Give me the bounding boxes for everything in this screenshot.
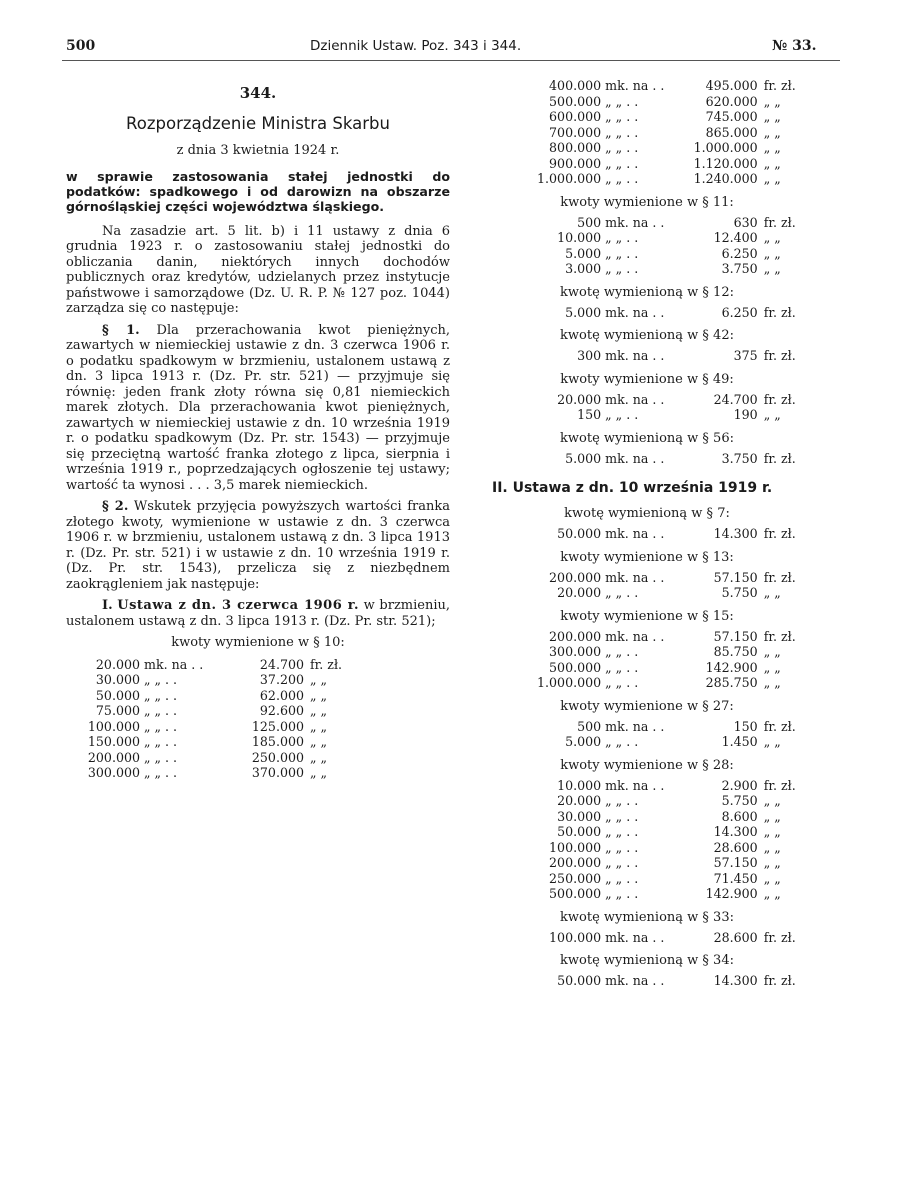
amount-mk: 300.000	[549, 644, 602, 659]
table-row	[66, 719, 450, 735]
amount-fr: 8.600	[721, 808, 758, 824]
amount-mk: 200.000	[87, 749, 140, 765]
part-1-title: Ustawa z dn. 3 czerwca 1906 r.	[117, 598, 359, 613]
unit-mk: „ „ . .	[605, 870, 639, 886]
amount-fr: 62.000	[259, 687, 304, 703]
intro-paragraph: Na zasadzie art. 5 lit. b) i 11 ustawy z dnia 6 grudnia 1923 r. o zastosowaniu stałej jednostki do obliczania danin, niektórych innych dochodów publicznych oraz kredytów, udzielanych przez instytucje państwowe i samorządowe (Dz. U. R. P. № 127 poz. 1044) zarządza się co następuje:	[66, 223, 450, 316]
amount-fr: 370.000	[251, 765, 304, 780]
amount-mk: 500.000	[549, 93, 602, 109]
table-row	[494, 407, 800, 423]
unit-fr: „ „	[310, 718, 328, 734]
table-row	[494, 719, 800, 735]
s13-table	[494, 570, 800, 601]
part-1	[66, 598, 450, 629]
table-row	[494, 734, 800, 750]
unit-mk: „ „ . .	[605, 855, 639, 870]
unit-mk: mk. na . .	[605, 569, 665, 585]
amount-mk: 30.000	[95, 672, 140, 687]
s27-table	[494, 719, 800, 750]
amount-fr: 5.750	[721, 793, 758, 808]
table-row	[494, 78, 800, 94]
unit-mk: mk. na . .	[605, 450, 665, 466]
unit-mk: „ „ . .	[144, 734, 178, 749]
unit-mk: „ „ . .	[605, 124, 639, 140]
amount-mk: 3.000	[565, 261, 602, 276]
amount-mk: 75.000	[95, 703, 140, 718]
issue-number: № 33.	[772, 38, 817, 54]
amount-mk: 250.000	[549, 870, 602, 886]
amount-fr: 5.750	[721, 585, 758, 600]
table-row	[494, 629, 800, 645]
unit-fr: „ „	[763, 808, 781, 824]
unit-mk: mk. na . .	[605, 214, 665, 230]
unit-mk: „ „ . .	[605, 644, 639, 659]
amount-mk: 5.000	[565, 245, 602, 261]
amount-mk: 10.000	[557, 777, 602, 793]
table-row	[494, 644, 800, 660]
unit-mk: „ „ . .	[605, 109, 639, 124]
table-row	[494, 392, 800, 408]
amount-mk: 150	[577, 407, 602, 422]
amount-fr: 28.600	[713, 839, 758, 855]
unit-mk: „ „ . .	[605, 793, 639, 808]
unit-mk: „ „ . .	[605, 585, 639, 600]
table-row	[66, 703, 450, 719]
unit-fr: fr. zł.	[763, 391, 796, 407]
amount-mk: 10.000	[557, 230, 602, 245]
amount-mk: 500.000	[549, 886, 602, 901]
unit-mk: mk. na . .	[605, 929, 665, 945]
unit-fr: „ „	[763, 109, 781, 124]
amount-fr: 57.150	[713, 855, 758, 870]
unit-fr: „ „	[763, 140, 781, 155]
amount-mk: 20.000	[557, 391, 602, 407]
unit-fr: fr. zł.	[763, 718, 796, 734]
amount-mk: 50.000	[557, 824, 602, 839]
table-row	[494, 230, 800, 246]
header-rule	[62, 60, 840, 61]
amount-fr: 1.240.000	[693, 171, 758, 186]
s12-table	[494, 305, 800, 321]
table-row	[494, 871, 800, 887]
article-subject: w sprawie zastosowania stałej jednostki do podatków: spadkowego i od darowizn na obszarze górnośląskiej części województwa śląskiego.	[66, 168, 450, 214]
unit-fr: „ „	[763, 124, 781, 140]
table-row	[494, 215, 800, 231]
table-row	[494, 973, 800, 989]
part-1-text: w brzmieniu, ustalonem ustawą z dn. 3 lipca 1913 r. (Dz. Pr. str. 521);	[66, 598, 451, 629]
table-row	[494, 526, 800, 542]
unit-fr: „ „	[310, 672, 328, 687]
unit-mk: „ „ . .	[144, 672, 178, 687]
s33-label: kwotę wymienioną w § 33:	[560, 909, 734, 925]
amount-fr: 285.750	[705, 675, 758, 690]
table-row	[494, 246, 800, 262]
amount-fr: 745.000	[705, 109, 758, 124]
unit-mk: mk. na . .	[605, 777, 665, 793]
unit-mk: „ „ . .	[605, 734, 639, 749]
table-row	[66, 672, 450, 688]
unit-mk: „ „ . .	[605, 155, 639, 171]
s28-table	[494, 778, 800, 902]
journal-title: Dziennik Ustaw. Poz. 343 i 344.	[310, 38, 522, 54]
amount-mk: 200.000	[549, 855, 602, 870]
s56-label: kwotę wymienioną w § 56:	[560, 430, 734, 446]
unit-fr: „ „	[763, 93, 781, 109]
unit-mk: „ „ . .	[605, 808, 639, 824]
unit-fr: „ „	[310, 687, 328, 703]
unit-mk: mk. na . .	[605, 628, 665, 644]
unit-fr: „ „	[763, 407, 781, 422]
unit-mk: „ „ . .	[605, 659, 639, 675]
table-row	[494, 125, 800, 141]
unit-mk: mk. na . .	[605, 718, 665, 734]
unit-fr: „ „	[763, 855, 781, 870]
s10-continued-table	[494, 78, 800, 187]
amount-mk: 900.000	[549, 155, 602, 171]
table-row	[66, 734, 450, 750]
amount-fr: 630	[733, 214, 758, 230]
unit-fr: fr. zł.	[310, 656, 343, 672]
s42-table	[494, 348, 800, 364]
amount-fr: 3.750	[721, 261, 758, 276]
table-row	[66, 657, 450, 673]
amount-mk: 500.000	[549, 659, 602, 675]
table-row	[494, 793, 800, 809]
s15-label: kwoty wymienione w § 15:	[560, 608, 734, 624]
amount-mk: 100.000	[87, 718, 140, 734]
amount-fr: 1.000.000	[693, 140, 758, 155]
unit-fr: fr. zł.	[763, 628, 796, 644]
table-row	[494, 261, 800, 277]
unit-fr: „ „	[310, 765, 328, 780]
unit-fr: „ „	[763, 245, 781, 261]
amount-fr: 190	[733, 407, 758, 422]
amount-fr: 375	[733, 348, 758, 363]
amount-mk: 500	[577, 214, 602, 230]
unit-mk: „ „ . .	[605, 230, 639, 245]
s49-label: kwoty wymienione w § 49:	[560, 371, 734, 387]
part-1-label: I.	[102, 598, 113, 613]
s42-label: kwotę wymienioną w § 42:	[560, 328, 734, 343]
s33-table	[494, 930, 800, 946]
amount-mk: 100.000	[549, 929, 602, 945]
amount-fr: 28.600	[713, 929, 758, 945]
amount-mk: 5.000	[565, 304, 602, 320]
unit-mk: „ „ . .	[144, 749, 178, 765]
amount-mk: 150.000	[87, 734, 140, 749]
amount-fr: 1.120.000	[693, 155, 758, 171]
unit-fr: fr. zł.	[763, 304, 796, 320]
amount-fr: 250.000	[251, 749, 304, 765]
unit-fr: „ „	[763, 155, 781, 171]
amount-mk: 50.000	[95, 687, 140, 703]
unit-mk: mk. na . .	[605, 526, 665, 541]
section-1-text: Dla przerachowania kwot pieniężnych, zawartych w niemieckiej ustawie z dn. 3 czerwca 1906 r. o podatku spadkowym w brzmieniu, ustalonem ustawą z dn. 3 lipca 1913 r. (Dz. Pr. str. 521) — przyjmuje się równię: jeden frank złoty równa się 0,81 niemieckich marek złotych. Dla przerachowania kwot pieniężnych, zawartych w niemieckiej ustawie z dn. 10 września 1919 r. o podatku spadkowym (Dz. Pr. str. 1543) — przyjmuje się przeciętną wartość franka złotego z lipca, sierpnia i września 1919 r., poprzedzających ogłoszenie tej ustawy; wartość ta wynosi . . . 3,5 marek niemieckich.	[66, 322, 451, 493]
table-row	[494, 140, 800, 156]
unit-fr: „ „	[763, 734, 781, 749]
amount-fr: 865.000	[705, 124, 758, 140]
s10-table	[66, 657, 450, 781]
amount-mk: 200.000	[549, 628, 602, 644]
unit-fr: „ „	[763, 644, 781, 659]
unit-fr: „ „	[310, 734, 328, 749]
unit-mk: „ „ . .	[605, 140, 639, 155]
unit-mk: „ „ . .	[605, 93, 639, 109]
unit-fr: „ „	[763, 675, 781, 690]
amount-fr: 142.900	[705, 886, 758, 901]
s11-table	[494, 215, 800, 277]
table-row	[494, 840, 800, 856]
amount-fr: 6.250	[721, 245, 758, 261]
amount-mk: 5.000	[565, 734, 602, 749]
amount-mk: 200.000	[549, 569, 602, 585]
unit-mk: „ „ . .	[144, 765, 178, 780]
table-row	[494, 855, 800, 871]
table-row	[494, 570, 800, 586]
amount-fr: 14.300	[713, 973, 758, 988]
amount-mk: 1.000.000	[537, 675, 602, 690]
amount-fr: 37.200	[259, 672, 304, 687]
s10-label: kwoty wymienione w § 10:	[171, 635, 345, 650]
table-row	[494, 305, 800, 321]
unit-mk: „ „ . .	[605, 261, 639, 276]
table-row	[494, 156, 800, 172]
amount-fr: 125.000	[251, 718, 304, 734]
amount-fr: 1.450	[721, 734, 758, 749]
unit-mk: „ „ . .	[605, 245, 639, 261]
table-row	[494, 348, 800, 364]
unit-fr: „ „	[763, 659, 781, 675]
unit-fr: „ „	[763, 261, 781, 276]
amount-fr: 24.700	[713, 391, 758, 407]
amount-fr: 150	[733, 718, 758, 734]
unit-fr: „ „	[763, 839, 781, 855]
s28-label: kwoty wymienione w § 28:	[560, 757, 734, 773]
article-title: Rozporządzenie Ministra Skarbu	[126, 113, 390, 133]
amount-mk: 50.000	[557, 526, 602, 541]
s56-table	[494, 451, 800, 467]
s13-label: kwoty wymienione w § 13:	[560, 549, 734, 565]
section-2-text: Wskutek przyjęcia powyższych wartości franka złotego kwoty, wymienione w ustawie z dn. 3 czerwca 1906 r. w brzmieniu, ustalonem ustawą z dn. 3 lipca 1913 r. (Dz. Pr. str. 521) i w ustawie z dn. 10 września 1919 r. (Dz. Pr. str. 1543), przelicza się z niezbędnem zaokrągleniem jak następuje:	[66, 499, 450, 592]
article-date: z dnia 3 kwietnia 1924 r.	[176, 143, 340, 158]
unit-fr: „ „	[763, 886, 781, 901]
amount-mk: 400.000	[549, 78, 602, 93]
amount-mk: 600.000	[549, 109, 602, 124]
unit-mk: „ „ . .	[605, 407, 639, 422]
table-row	[494, 675, 800, 691]
table-row	[494, 660, 800, 676]
section-2	[66, 499, 450, 592]
unit-mk: mk. na . .	[605, 78, 665, 93]
amount-fr: 185.000	[251, 734, 304, 749]
unit-mk: „ „ . .	[144, 718, 178, 734]
section-2-label: § 2.	[102, 499, 129, 514]
s7-label: kwotę wymienioną w § 7:	[564, 506, 730, 521]
table-row	[494, 809, 800, 825]
amount-fr: 6.250	[721, 304, 758, 320]
unit-fr: „ „	[310, 703, 328, 718]
amount-fr: 14.300	[713, 824, 758, 839]
page-number: 500	[66, 38, 96, 54]
amount-fr: 2.900	[721, 777, 758, 793]
unit-fr: „ „	[763, 870, 781, 886]
amount-fr: 14.300	[713, 526, 758, 541]
amount-mk: 30.000	[557, 808, 602, 824]
table-row	[494, 451, 800, 467]
unit-fr: fr. zł.	[763, 450, 796, 466]
amount-mk: 800.000	[549, 140, 602, 155]
amount-fr: 85.750	[713, 644, 758, 659]
article-number: 344.	[239, 84, 277, 102]
amount-fr: 57.150	[713, 628, 758, 644]
table-row	[494, 109, 800, 125]
amount-fr: 71.450	[713, 870, 758, 886]
unit-fr: „ „	[763, 824, 781, 839]
section-1-label: § 1.	[102, 322, 140, 338]
amount-mk: 100.000	[549, 839, 602, 855]
unit-mk: „ „ . .	[605, 886, 639, 901]
table-row	[494, 930, 800, 946]
s34-label: kwotę wymienioną w § 34:	[560, 953, 734, 968]
amount-mk: 300.000	[87, 765, 140, 780]
amount-mk: 20.000	[557, 585, 602, 600]
amount-fr: 24.700	[259, 656, 304, 672]
amount-mk: 20.000	[557, 793, 602, 808]
amount-mk: 500	[577, 718, 602, 734]
unit-fr: fr. zł.	[763, 526, 796, 541]
unit-mk: „ „ . .	[605, 824, 639, 839]
unit-fr: „ „	[310, 749, 328, 765]
unit-fr: fr. zł.	[763, 929, 796, 945]
table-row	[66, 750, 450, 766]
amount-mk: 700.000	[549, 124, 602, 140]
table-row	[494, 171, 800, 187]
unit-fr: fr. zł.	[763, 348, 796, 363]
amount-fr: 3.750	[721, 450, 758, 466]
section-1	[66, 323, 450, 494]
left-column	[66, 78, 450, 781]
amount-mk: 300	[577, 348, 602, 363]
amount-fr: 142.900	[705, 659, 758, 675]
right-column	[494, 78, 800, 989]
table-row	[66, 765, 450, 781]
amount-fr: 495.000	[705, 78, 758, 93]
s49-table	[494, 392, 800, 423]
table-row	[494, 94, 800, 110]
unit-mk: „ „ . .	[605, 675, 639, 690]
s34-table	[494, 973, 800, 989]
unit-mk: mk. na . .	[605, 304, 665, 320]
s12-label: kwotę wymienioną w § 12:	[560, 284, 734, 300]
s11-label: kwoty wymienione w § 11:	[560, 194, 734, 210]
table-row	[66, 688, 450, 704]
amount-mk: 20.000	[95, 656, 140, 672]
s7-table	[494, 526, 800, 542]
amount-fr: 92.600	[259, 703, 304, 718]
unit-mk: mk. na . .	[605, 391, 665, 407]
table-row	[494, 824, 800, 840]
unit-mk: „ „ . .	[605, 839, 639, 855]
unit-mk: mk. na . .	[605, 348, 665, 363]
unit-mk: „ „ . .	[605, 171, 639, 186]
unit-mk: „ „ . .	[144, 703, 178, 718]
unit-mk: mk. na . .	[605, 973, 665, 988]
amount-fr: 12.400	[713, 230, 758, 245]
amount-fr: 620.000	[705, 93, 758, 109]
unit-fr: fr. zł.	[763, 973, 796, 988]
unit-fr: fr. zł.	[763, 569, 796, 585]
s15-table	[494, 629, 800, 691]
unit-fr: „ „	[763, 793, 781, 808]
unit-fr: „ „	[763, 171, 781, 186]
unit-fr: „ „	[763, 230, 781, 245]
amount-mk: 1.000.000	[537, 171, 602, 186]
unit-fr: fr. zł.	[763, 214, 796, 230]
unit-mk: „ „ . .	[144, 687, 178, 703]
unit-fr: fr. zł.	[763, 78, 796, 93]
table-row	[494, 585, 800, 601]
amount-mk: 50.000	[557, 973, 602, 988]
amount-fr: 57.150	[713, 569, 758, 585]
amount-mk: 5.000	[565, 450, 602, 466]
unit-fr: fr. zł.	[763, 777, 796, 793]
unit-mk: mk. na . .	[144, 656, 204, 672]
part-2-heading: II. Ustawa z dn. 10 września 1919 r.	[492, 480, 773, 496]
s27-label: kwoty wymienione w § 27:	[560, 698, 734, 714]
table-row	[494, 886, 800, 902]
unit-fr: „ „	[763, 585, 781, 600]
table-row	[494, 778, 800, 794]
